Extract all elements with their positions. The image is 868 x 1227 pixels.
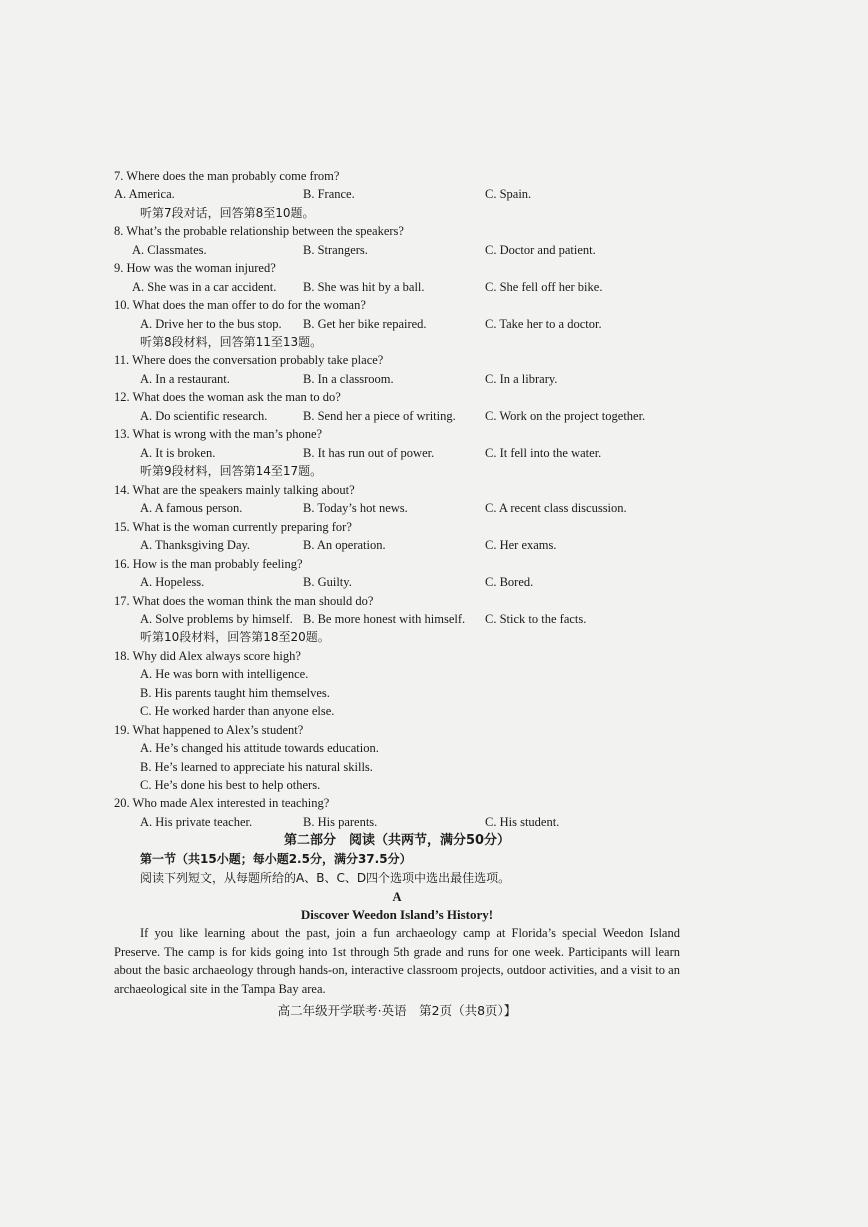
question-stem: 12. What does the woman ask the man to do? xyxy=(114,390,341,404)
option-a: A. It is broken. xyxy=(140,446,216,460)
listening-instruction: 听第8段材料，回答第11至13题。 xyxy=(140,335,323,349)
option-c: C. Spain. xyxy=(485,187,532,201)
option-b: B. An operation. xyxy=(303,538,386,552)
option-c: C. His student. xyxy=(485,815,560,829)
part-title: 第二部分 阅读（共两节，满分50分） xyxy=(283,833,511,848)
option-b: B. In a classroom. xyxy=(303,372,394,386)
option-a: A. Do scientific research. xyxy=(140,409,268,423)
question-stem: 18. Why did Alex always score high? xyxy=(114,649,301,663)
option-c: C. A recent class discussion. xyxy=(485,501,627,515)
option-b: B. Today’s hot news. xyxy=(303,501,408,515)
option-a: A. She was in a car accident. xyxy=(132,280,277,294)
option-b: B. She was hit by a ball. xyxy=(303,280,425,294)
question-stem: 13. What is wrong with the man’s phone? xyxy=(114,427,323,441)
option-a: A. America. xyxy=(114,187,175,201)
option-b: B. Guilty. xyxy=(303,575,352,589)
option-b: B. Send her a piece of writing. xyxy=(303,409,456,423)
page-footer: 高二年级开学联考·英语 第2页（共8页）】 xyxy=(277,1003,517,1018)
option-b: B. Strangers. xyxy=(303,243,368,257)
option-a: A. Classmates. xyxy=(132,243,207,257)
option-c: C. Her exams. xyxy=(485,538,557,552)
option-a: A. In a restaurant. xyxy=(140,372,230,386)
option-a: A. Solve problems by himself. xyxy=(140,612,293,626)
question-stem: 17. What does the woman think the man should do? xyxy=(114,594,374,608)
option-c: C. In a library. xyxy=(485,372,558,386)
option-b: B. France. xyxy=(303,187,355,201)
passage-title: Discover Weedon Island’s History! xyxy=(300,907,494,922)
listening-instruction: 听第10段材料，回答第18至20题。 xyxy=(140,630,330,644)
option-c: C. He’s done his best to help others. xyxy=(140,778,321,792)
option-a: A. A famous person. xyxy=(140,501,243,515)
option-a: A. Drive her to the bus stop. xyxy=(140,317,282,331)
option-c: C. She fell off her bike. xyxy=(485,280,603,294)
question-stem: 15. What is the woman currently preparing for? xyxy=(114,520,352,534)
option-b: B. His parents. xyxy=(303,815,378,829)
option-c: C. Take her to a doctor. xyxy=(485,317,602,331)
option-a: A. His private teacher. xyxy=(140,815,253,829)
option-b: B. Be more honest with himself. xyxy=(303,612,466,626)
option-b: B. Get her bike repaired. xyxy=(303,317,427,331)
question-stem: 16. How is the man probably feeling? xyxy=(114,557,303,571)
option-c: C. It fell into the water. xyxy=(485,446,602,460)
option-c: C. He worked harder than anyone else. xyxy=(140,704,335,718)
option-c: C. Work on the project together. xyxy=(485,409,646,423)
option-a: A. Hopeless. xyxy=(140,575,205,589)
question-stem: 9. How was the woman injured? xyxy=(114,261,276,275)
option-c: C. Bored. xyxy=(485,575,534,589)
listening-instruction: 听第7段对话，回答第8至10题。 xyxy=(140,206,315,220)
listening-instruction: 听第9段材料，回答第14至17题。 xyxy=(140,464,323,478)
question-stem: 10. What does the man offer to do for the woman? xyxy=(114,298,366,312)
option-b: B. It has run out of power. xyxy=(303,446,435,460)
question-stem: 19. What happened to Alex’s student? xyxy=(114,723,304,737)
option-a: A. Thanksgiving Day. xyxy=(140,538,251,552)
option-b: B. He’s learned to appreciate his natural skills. xyxy=(140,760,373,774)
passage-letter: A xyxy=(392,890,402,904)
question-stem: 20. Who made Alex interested in teaching? xyxy=(114,796,330,810)
reading-directions: 阅读下列短文，从每题所给的A、B、C、D四个选项中选出最佳选项。 xyxy=(140,871,511,885)
option-a: A. He’s changed his attitude towards education. xyxy=(140,741,379,755)
option-c: C. Stick to the facts. xyxy=(485,612,587,626)
option-b: B. His parents taught him themselves. xyxy=(140,686,330,700)
question-stem: 8. What’s the probable relationship between the speakers? xyxy=(114,224,404,238)
question-stem: 11. Where does the conversation probably take place? xyxy=(114,353,384,367)
option-c: C. Doctor and patient. xyxy=(485,243,596,257)
question-stem: 14. What are the speakers mainly talking about? xyxy=(114,483,355,497)
passage-body: If you like learning about the past, join a fun archaeology camp at Florida’s special Weedon Island Preserve. The camp is for kids going into 1st through 5th grade and runs for one week. Participants will learn about the basic archaeology through hands-on, interactive classroom projects, outdoor activities, and a visit to an archaeological site in the Tampa Bay area. xyxy=(114,926,680,996)
question-stem: 7. Where does the man probably come from? xyxy=(114,169,340,183)
option-a: A. He was born with intelligence. xyxy=(140,667,309,681)
section-title: 第一节（共15小题；每小题2.5分，满分37.5分） xyxy=(140,852,412,866)
